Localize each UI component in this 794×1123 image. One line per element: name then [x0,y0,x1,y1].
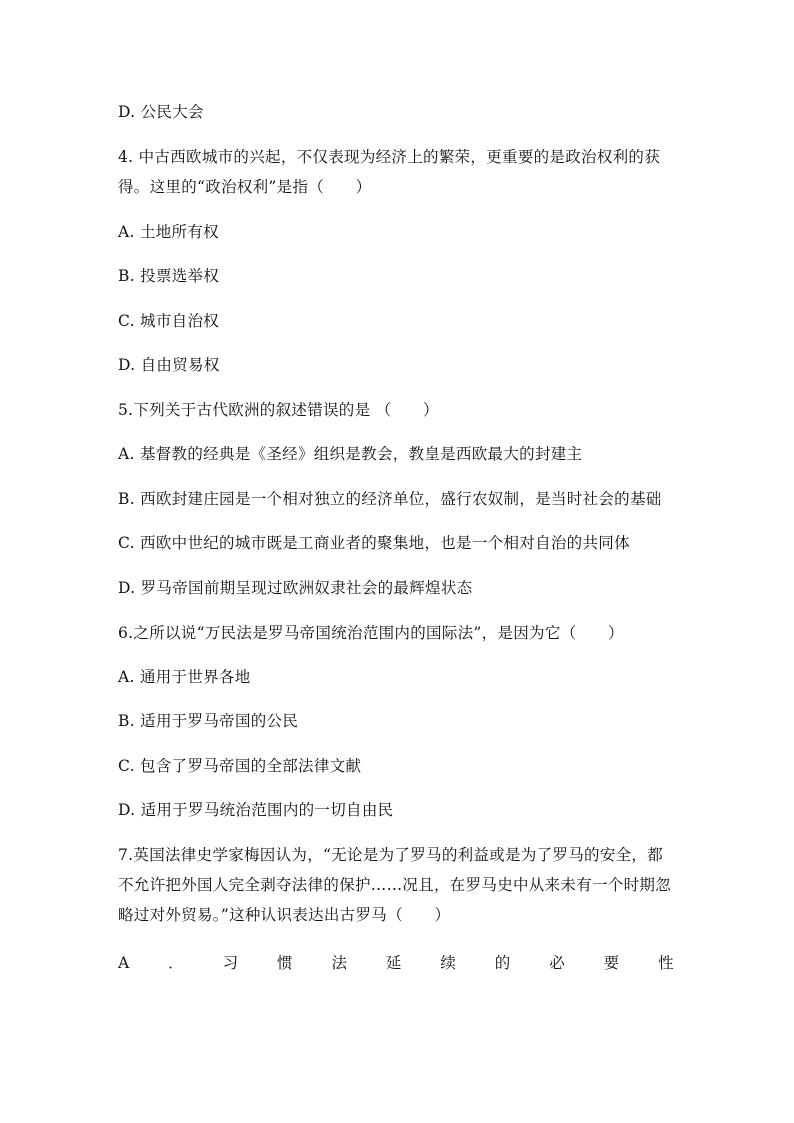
q4-option-c: C. 城市自治权 [118,312,220,330]
spread-glyph: 要 [603,954,620,972]
spread-glyph: 习 [222,954,239,972]
q4-option-d: D. 自由贸易权 [118,356,220,374]
q3-option-d: D. 公民大会 [118,103,204,121]
q7-option-a [118,953,674,973]
spread-glyph: 性 [658,954,674,972]
spread-glyph: 惯 [277,954,293,972]
q6-option-b: B. 适用于罗马帝国的公民 [118,712,299,730]
q5-option-d: D. 罗马帝国前期呈现过欧洲奴隶社会的最辉煌状态 [118,579,473,597]
q4-option-b: B. 投票选举权 [118,267,220,285]
spread-glyph: 的 [494,954,511,972]
q5-option-b: B. 西欧封建庄园是一个相对独立的经济单位，盛行农奴制，是当时社会的基础 [118,490,662,508]
spread-glyph: 延 [385,954,402,972]
spread-glyph: A [118,954,130,972]
spread-glyph: ． [168,954,184,972]
q5-option-a: A. 基督教的经典是《圣经》组织是教会，教皇是西欧最大的封建主 [118,445,583,463]
spread-glyph: 法 [331,954,348,972]
q4-stem-line-1: 4. 中古西欧城市的兴起，不仅表现为经济上的繁荣，更重要的是政治权利的获 [118,148,661,166]
spread-glyph: 续 [440,954,457,972]
q4-option-a: A. 土地所有权 [118,223,219,241]
q7-stem-line-2: 不允许把外国人完全剥夺法律的保护……况且，在罗马史中从来未有一个时期忽 [118,876,672,894]
q5-stem: 5.下列关于古代欧洲的叙述错误的是 （ ） [118,401,439,419]
q4-stem-line-2: 得。这里的“政治权利”是指（ ） [118,178,372,196]
spread-glyph: 必 [549,954,565,972]
q7-stem-line-1: 7.英国法律史学家梅因认为，“无论是为了罗马的利益或是为了罗马的安全，都 [118,846,664,864]
q6-option-a: A. 通用于世界各地 [118,668,251,686]
q6-stem: 6.之所以说“万民法是罗马帝国统治范围内的国际法”，是因为它（ ） [118,624,624,642]
q6-option-d: D. 适用于罗马统治范围内的一切自由民 [118,801,394,819]
q6-option-c: C. 包含了罗马帝国的全部法律文献 [118,757,362,775]
q7-stem-line-3: 略过对外贸易。”这种认识表达出古罗马（ ） [118,906,451,924]
q5-option-c: C. 西欧中世纪的城市既是工商业者的聚集地，也是一个相对自治的共同体 [118,534,630,552]
